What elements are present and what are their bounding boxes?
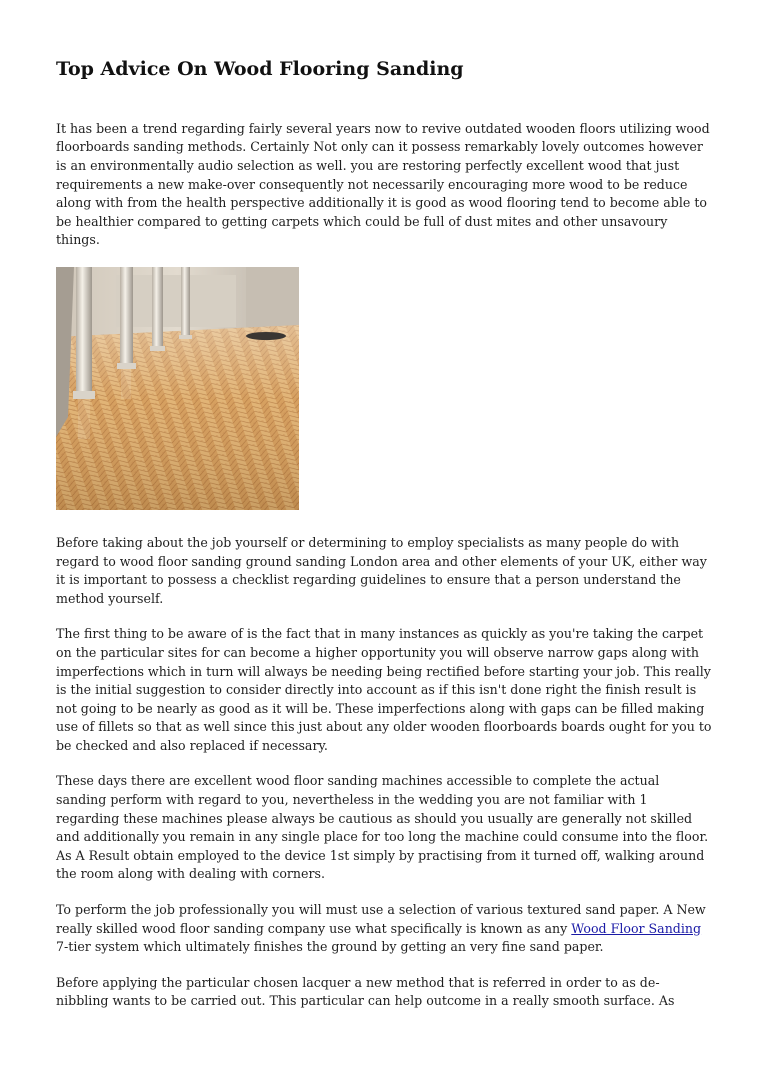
page-title: Top Advice On Wood Flooring Sanding xyxy=(56,58,464,80)
paragraph-gaps: The first thing to be aware of is the fact that in many instances as quickly as you're taking the carpet on the particular sites for can become a higher opportunity you will observe narrow gaps along with imperfections which in turn will always be needing being rectified before starting your job. This really is the initial suggestion to consider directly into account as if this isn't done right the finish result is not going to be nearly as good as it will be. These imperfections along with gaps can be filled making use of fillets so that as well since this just about any older wooden floorboards boards ought for you to be checked and also replaced if necessary. xyxy=(56,626,712,753)
paragraph-denibbling: Before applying the particular chosen lacquer a new method that is referred in order to as de-nibbling wants to be carried out. This particular can help outcome in a really smooth surface. As xyxy=(56,974,675,1009)
paragraph-machines: These days there are excellent wood floor sanding machines accessible to complete the actual sanding perform with regard to you, nevertheless in the wedding you are not familiar with 1 regarding these machines please always be cautious as should you usually are generally not skilled and additionally you remain in any single place for too long the machine could consume into the floor. As A Result obtain employed to the device 1st simply by practising from it turned off, walking around the room along with dealing with corners. xyxy=(56,773,709,882)
paragraph-sandpaper xyxy=(56,901,712,957)
paragraph-sandpaper-text-before: To perform the job professionally you will must use a selection of various textured sand paper. A New really skilled wood floor sanding company use what specifically is known as any xyxy=(56,902,706,936)
wood-floor-sanding-link[interactable]: Wood Floor Sanding xyxy=(571,920,702,936)
paragraph-checklist: Before taking about the job yourself or determining to employ specialists as many people do with regard to wood floor sanding ground sanding London area and other elements of your UK, either way it is important to possess a checklist regarding guidelines to ensure that a person understand the method yourself. xyxy=(56,534,707,606)
wood-floor-photo xyxy=(56,267,299,510)
paragraph-sandpaper-text-after: 7-tier system which ultimately finishes the ground by getting an very fine sand paper. xyxy=(56,939,604,955)
paragraph-intro: It has been a trend regarding fairly several years now to revive outdated wooden floors utilizing wood floorboards sanding methods. Certainly Not only can it possess remarkably lovely outcomes however is an environmentally audio selection as well. you are restoring perfectly excellent wood that just requirements a new make-over consequently not necessarily encouraging more wood to be reduce along with from the health perspective additionally it is good as wood flooring tend to become able to be healthier compared to getting carpets which could be full of dust mites and other unsavoury things. xyxy=(56,120,710,248)
